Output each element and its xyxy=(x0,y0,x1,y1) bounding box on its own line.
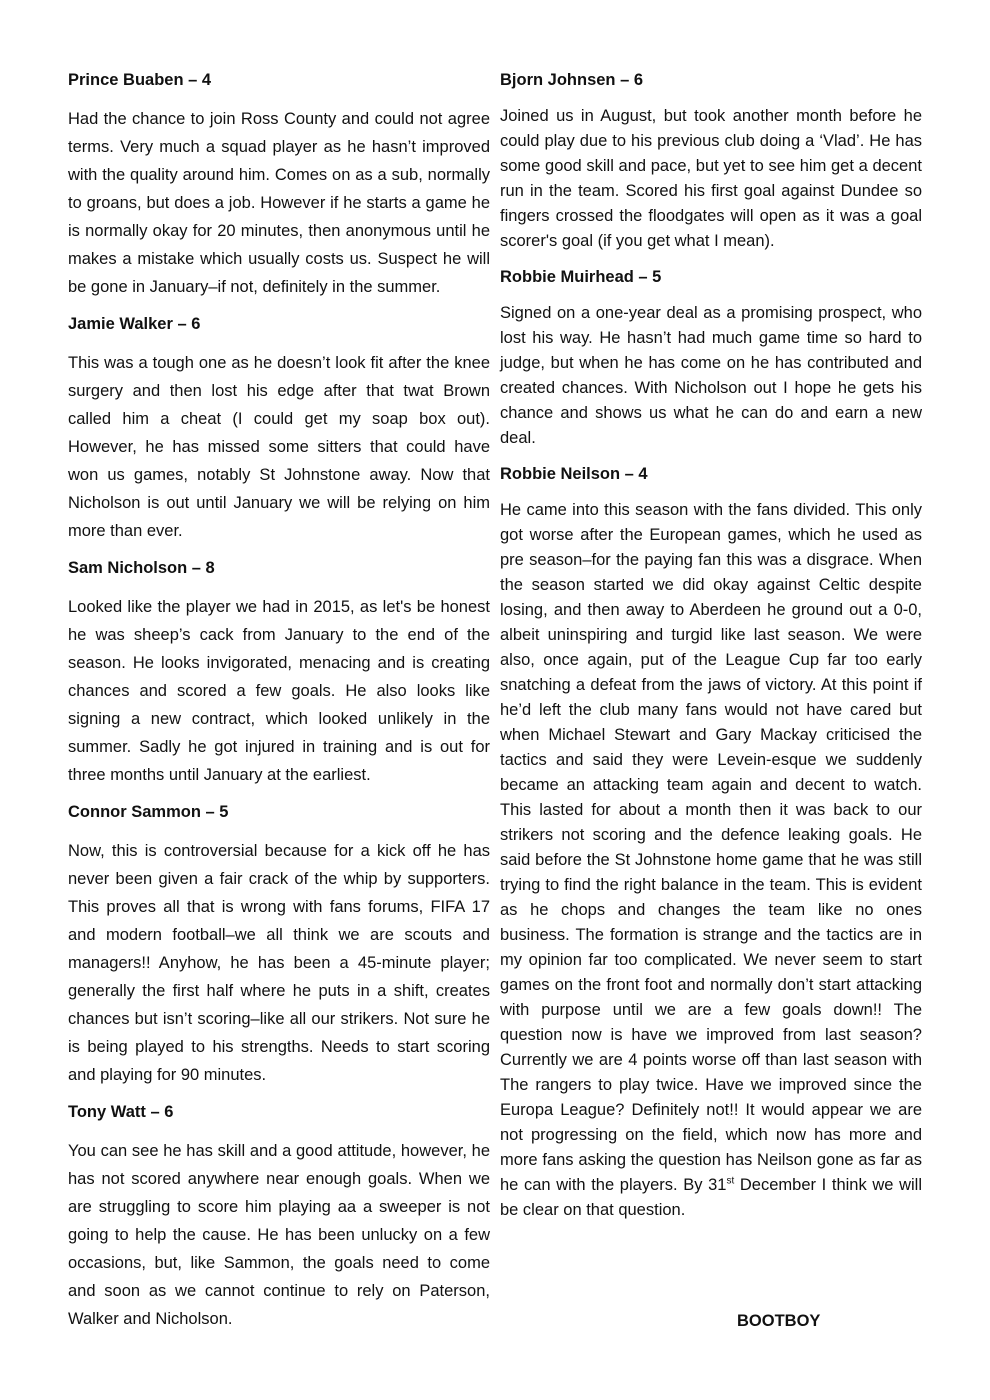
review-body-main: He came into this season with the fans divided. This only got worse after the European games, which he used as pre season–for the paying fan this was a disgrace. When the season started we did okay against Celtic despite losing, and then away to Aberdeen he ground out a 0-0, albeit uninspiring and turgid like last season. We were also, once again, put of the League Cup far too early snatching a defeat from the jaws of victory. At this point if he’d left the club many fans would not have cared but when Michael Stewart and Gary Mackay criticised the tactics and said they were Levein-esque we suddenly became an attacking team again and decent to watch. This lasted for about a month then it was back to our strikers not scoring and the defence leaking goals. He said before the St Johnstone home game that he was still trying to find the right balance in the team. This is evident as he chops and changes the team like no ones business. The formation is strange and the tactics are in my opinion far too complicated. We never seem to start games on the front foot and normally don’t start attacking with purpose until we are a few goals down!! The question now is have we improved from last season? Currently we are 4 points worse off than last season with The rangers to play twice. Have we improved since the Europa League? Definitely not!! It would appear we are not progressing on the field, which now has more and more fans asking the question has Neilson gone as far as he can with the players. By 31 xyxy=(500,501,922,1194)
review-heading: Sam Nicholson – 8 xyxy=(68,559,215,577)
review-body xyxy=(500,498,922,1223)
author-signoff: BOOTBOY xyxy=(737,1312,821,1330)
review-heading: Tony Watt – 6 xyxy=(68,1103,174,1121)
review-heading: Robbie Muirhead – 5 xyxy=(500,268,662,286)
player-review-sammon xyxy=(68,799,490,1089)
review-body: Joined us in August, but took another month before he could play due to his previous club doing a ‘Vlad’. He has some good skill and pace, but yet to see him get a decent run in the team. Scored his first goal against Dundee so fingers crossed the floodgates will open as it was a goal scorer's goal (if you get what I mean). xyxy=(500,107,922,250)
player-review-buaben xyxy=(68,67,490,301)
review-body: Had the chance to join Ross County and could not agree terms. Very much a squad player as he hasn’t improved with the quality around him. Comes on as a sub, normally to groans, but does a job. However if he starts a game he is normally okay for 20 minutes, then anonymous until he makes a mistake which usually costs us. Suspect he will be gone in January–if not, definitely in the summer. xyxy=(68,110,490,296)
review-heading: Robbie Neilson – 4 xyxy=(500,465,648,483)
review-body-tail: December I think we will be clear on that question. xyxy=(500,1176,923,1219)
review-body: Signed on a one-year deal as a promising prospect, who lost his way. He hasn’t had much game time so hard to judge, but when he has come on he has contributed and created chances. With Nicholson out I hope he gets his chance and shows us what he can do and earn a new deal. xyxy=(500,304,922,447)
manager-review-neilson xyxy=(500,461,922,1223)
review-heading: Connor Sammon – 5 xyxy=(68,803,229,821)
player-review-walker xyxy=(68,311,490,545)
review-heading: Bjorn Johnsen – 6 xyxy=(500,71,644,89)
review-heading: Prince Buaben – 4 xyxy=(68,71,212,89)
right-column xyxy=(500,67,922,1233)
player-review-watt xyxy=(68,1099,490,1333)
review-body: You can see he has skill and a good attitude, however, he has not scored anywhere near enough goals. When we are struggling to score him playing aa a sweeper is not going to help the cause. He has been unlucky on a few occasions, but, like Sammon, the goals need to come and soon as we cannot continue to rely on Paterson, Walker and Nicholson. xyxy=(68,1142,490,1328)
review-heading: Jamie Walker – 6 xyxy=(68,315,201,333)
left-column xyxy=(68,67,490,1343)
review-body: This was a tough one as he doesn’t look fit after the knee surgery and then lost his edge after that twat Brown called him a cheat (I could get my soap box out). However, he has missed some sitters that could have won us games, notably St Johnstone away. Now that Nicholson is out until January we will be relying on him more than ever. xyxy=(68,354,490,540)
ordinal-suffix: st xyxy=(726,1175,735,1187)
player-review-muirhead xyxy=(500,264,922,451)
review-body: Looked like the player we had in 2015, as let's be honest he was sheep’s cack from January to the end of the season. He looks invigorated, menacing and is creating chances and scored a few goals. He also looks like signing a new contract, which looked unlikely in the summer. Sadly he got injured in training and is out for three months until January at the earliest. xyxy=(68,598,490,784)
player-review-nicholson xyxy=(68,555,490,789)
player-review-johnsen xyxy=(500,67,922,254)
review-body: Now, this is controversial because for a kick off he has never been given a fair crack of the whip by supporters. This proves all that is wrong with fans forums, FIFA 17 and modern football–we all think we are scouts and managers!! Anyhow, he has been a 45-minute player; generally the first half where he puts in a shift, creates chances but isn’t scoring–like all our strikers. Not sure he is being played to his strengths. Needs to start scoring and playing for 90 minutes. xyxy=(68,842,490,1084)
